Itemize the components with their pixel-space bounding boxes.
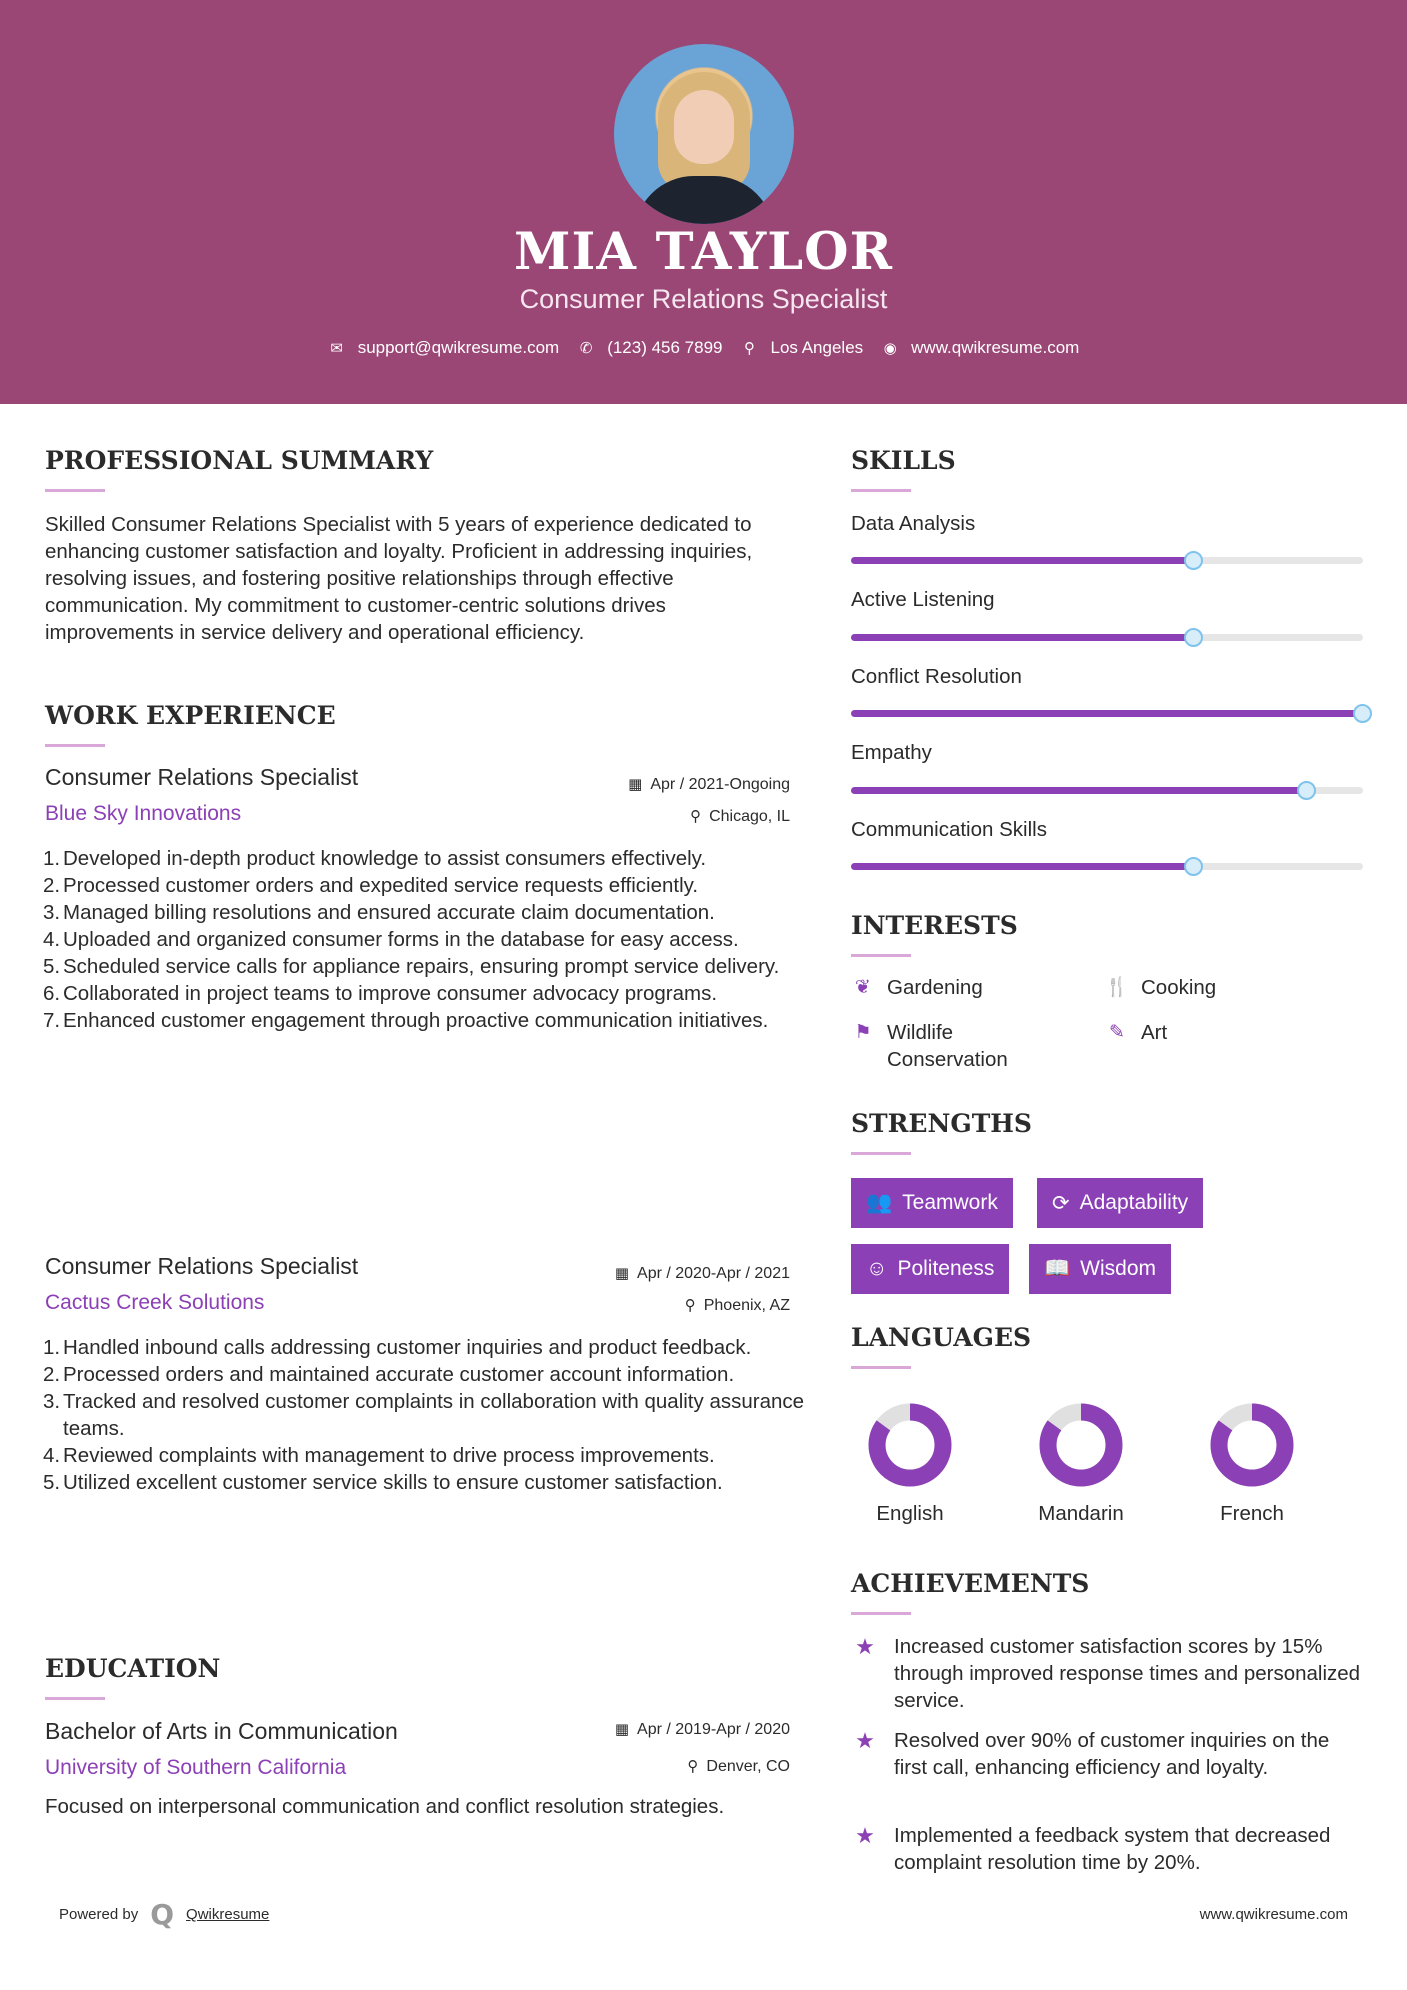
skill-bar: [851, 787, 1363, 794]
utensils-icon: 🍴: [1105, 977, 1129, 998]
refresh-icon: ⟳: [1052, 1191, 1070, 1215]
skill-bar-knob[interactable]: [1353, 704, 1372, 723]
skill-bar-knob[interactable]: [1184, 857, 1203, 876]
job-2-dates: [540, 1264, 790, 1283]
strengths-underline: [851, 1152, 911, 1155]
language-donut: [1207, 1400, 1297, 1490]
list-item: 7. Enhanced customer engagement through proactive communication initiatives.: [43, 1009, 769, 1032]
skills-heading: SKILLS: [851, 446, 956, 475]
map-pin-icon: ⚲: [744, 340, 756, 357]
interest-label: Art: [1141, 1021, 1168, 1044]
star-icon: ★: [855, 1728, 875, 1753]
list-item: 5. Scheduled service calls for appliance repairs, ensuring prompt service delivery.: [43, 955, 780, 978]
photo-body: [634, 176, 774, 224]
profile-photo: [614, 44, 794, 224]
contact-location-text: Los Angeles: [770, 338, 864, 357]
list-item: 3. Managed billing resolutions and ensured accurate claim documentation.: [43, 901, 715, 924]
summary-underline: [45, 489, 105, 492]
star-icon: ★: [855, 1634, 875, 1659]
list-item: 1. Handled inbound calls addressing customer inquiries and product feedback.: [43, 1336, 752, 1359]
phone-icon: ✆: [579, 340, 593, 357]
contact-website[interactable]: [881, 338, 1079, 358]
interests-underline: [851, 954, 911, 957]
education-school: University of Southern California: [45, 1756, 347, 1779]
job-1-dates: [540, 775, 790, 794]
contact-email[interactable]: [328, 338, 560, 358]
header-banner: [0, 0, 1407, 404]
job-2-company: Cactus Creek Solutions: [45, 1291, 265, 1314]
contact-email-text: support@qwikresume.com: [357, 338, 560, 357]
skill-label: Empathy: [851, 741, 932, 764]
skill-bar-knob[interactable]: [1297, 781, 1316, 800]
job-1-responsibilities: [45, 845, 805, 1034]
interest-label: Cooking: [1141, 976, 1217, 999]
skill-bar-knob[interactable]: [1184, 551, 1203, 570]
contact-phone[interactable]: [577, 338, 722, 358]
education-dates-text: Apr / 2019-Apr / 2020: [637, 1721, 790, 1738]
skill-bar-fill: [851, 863, 1194, 870]
language-name: Mandarin: [1038, 1502, 1124, 1525]
calendar-icon: ▦: [614, 1721, 630, 1738]
skill-bar-fill: [851, 557, 1194, 564]
strengths-heading: STRENGTHS: [851, 1109, 1032, 1138]
skill-bar: [851, 863, 1363, 870]
language-english: [835, 1400, 985, 1526]
achievement-item: [848, 1822, 1368, 1876]
job-2-location-text: Phoenix, AZ: [703, 1297, 790, 1314]
skill-label: Communication Skills: [851, 818, 1047, 841]
contact-location: [741, 338, 864, 358]
strength-label: Wisdom: [1080, 1257, 1156, 1280]
education-underline: [45, 1697, 105, 1700]
achievement-item: [848, 1727, 1368, 1781]
languages-underline: [851, 1366, 911, 1369]
footer-website[interactable]: www.qwikresume.com: [1199, 1906, 1348, 1923]
binoculars-icon: ⚑: [854, 1022, 872, 1043]
job-1-location: [540, 807, 790, 826]
skills-underline: [851, 489, 911, 492]
strength-wisdom: [1029, 1244, 1171, 1294]
candidate-name: MIA TAYLOR: [514, 222, 893, 282]
book-icon: 📖: [1044, 1257, 1071, 1280]
star-icon: ★: [855, 1823, 875, 1848]
job-2-location: [540, 1296, 790, 1315]
achievement-text: Increased customer satisfaction scores by 15% through improved response times and personalized service.: [894, 1635, 1361, 1712]
globe-icon: ◉: [883, 340, 897, 357]
list-item: 1. Developed in-depth product knowledge to assist consumers effectively.: [43, 847, 707, 870]
language-name: French: [1220, 1502, 1284, 1525]
strength-label: Politeness: [897, 1257, 995, 1280]
brand-link[interactable]: Qwikresume: [186, 1906, 270, 1923]
skill-bar: [851, 634, 1363, 641]
pushpin-icon: ⚲: [687, 1758, 699, 1775]
skill-bar-knob[interactable]: [1184, 628, 1203, 647]
paintbrush-icon: ✎: [1109, 1022, 1125, 1043]
contact-website-text: www.qwikresume.com: [911, 338, 1080, 357]
experience-heading: WORK EXPERIENCE: [45, 701, 336, 730]
languages-heading: LANGUAGES: [851, 1323, 1032, 1352]
strength-teamwork: [851, 1178, 1013, 1228]
skill-bar: [851, 710, 1363, 717]
list-item: 6. Collaborated in project teams to improve consumer advocacy programs.: [43, 982, 718, 1005]
achievement-item: [848, 1633, 1368, 1714]
qwikresume-logo-icon: Q: [150, 1898, 175, 1931]
interest-cooking: [1105, 974, 1325, 1001]
education-location: [540, 1757, 790, 1776]
language-name: English: [876, 1502, 944, 1525]
achievements-underline: [851, 1612, 911, 1615]
footer-powered-by: [59, 1898, 269, 1931]
strength-adaptability: [1037, 1178, 1203, 1228]
strength-politeness: [851, 1244, 1009, 1294]
skill-bar-fill: [851, 787, 1307, 794]
skill-label: Active Listening: [851, 588, 995, 611]
interest-gardening: [851, 974, 1071, 1001]
interest-art: [1105, 1019, 1325, 1046]
language-donut: [1036, 1400, 1126, 1490]
list-item: 4. Reviewed complaints with management to drive process improvements.: [43, 1444, 715, 1467]
job-1-dates-text: Apr / 2021-Ongoing: [650, 776, 790, 793]
job-2-title: Consumer Relations Specialist: [45, 1253, 359, 1279]
job-1-company: Blue Sky Innovations: [45, 802, 242, 825]
summary-text: Skilled Consumer Relations Specialist with 5 years of experience dedicated to enhancing customer satisfaction and loyalty. Proficient in addressing inquiries, resolving issues, and fostering positive relationships through effective communication. My commitment to customer-centric solutions drives improvements in service delivery and operational efficiency.: [45, 513, 753, 644]
language-french: [1177, 1400, 1327, 1526]
job-1-title: Consumer Relations Specialist: [45, 764, 359, 790]
education-degree: Bachelor of Arts in Communication: [45, 1718, 398, 1744]
achievement-text: Implemented a feedback system that decreased complaint resolution time by 20%.: [894, 1824, 1331, 1874]
education-heading: EDUCATION: [45, 1654, 221, 1683]
photo-face: [674, 90, 734, 164]
education-dates: [540, 1720, 790, 1739]
leaf-icon: ❦: [855, 977, 871, 998]
powered-by-label: Powered by: [59, 1906, 139, 1923]
list-item: 4. Uploaded and organized consumer forms in the database for easy access.: [43, 928, 739, 951]
summary-heading: PROFESSIONAL SUMMARY: [45, 446, 434, 475]
contact-row: [0, 338, 1407, 358]
job-1-location-text: Chicago, IL: [709, 808, 790, 825]
interest-label: Gardening: [887, 976, 983, 999]
job-2-responsibilities: [45, 1334, 805, 1496]
job-2-dates-text: Apr / 2020-Apr / 2021: [637, 1265, 790, 1282]
candidate-title: Consumer Relations Specialist: [519, 284, 888, 314]
list-item: 2. Processed orders and maintained accurate customer account information.: [43, 1363, 735, 1386]
skill-label: Data Analysis: [851, 512, 976, 535]
achievements-heading: ACHIEVEMENTS: [851, 1569, 1090, 1598]
interest-label: Wildlife Conservation: [887, 1021, 1008, 1071]
achievement-text: Resolved over 90% of customer inquiries on the first call, enhancing efficiency and loyalty.: [894, 1729, 1330, 1779]
strength-label: Teamwork: [902, 1191, 998, 1214]
list-item: 3. Tracked and resolved customer complaints in collaboration with quality assurance teams.: [43, 1390, 805, 1440]
strength-label: Adaptability: [1079, 1191, 1189, 1214]
education-description: Focused on interpersonal communication and conflict resolution strategies.: [45, 1795, 725, 1818]
envelope-icon: ✉: [330, 340, 343, 357]
language-mandarin: [1006, 1400, 1156, 1526]
users-icon: 👥: [866, 1191, 893, 1214]
contact-phone-text: (123) 456 7899: [607, 338, 723, 357]
smile-icon: ☺: [866, 1257, 888, 1280]
list-item: 5. Utilized excellent customer service skills to ensure customer satisfaction.: [43, 1471, 723, 1494]
education-location-text: Denver, CO: [706, 1758, 790, 1775]
skill-bar: [851, 557, 1363, 564]
skill-label: Conflict Resolution: [851, 665, 1022, 688]
pushpin-icon: ⚲: [690, 808, 702, 825]
calendar-icon: ▦: [614, 1265, 630, 1282]
interest-wildlife: [851, 1019, 1051, 1073]
pushpin-icon: ⚲: [684, 1297, 696, 1314]
calendar-icon: ▦: [628, 776, 643, 793]
skill-bar-fill: [851, 634, 1194, 641]
experience-underline: [45, 744, 105, 747]
interests-heading: INTERESTS: [851, 911, 1018, 940]
list-item: 2. Processed customer orders and expedited service requests efficiently.: [43, 874, 699, 897]
language-donut: [865, 1400, 955, 1490]
skill-bar-fill: [851, 710, 1363, 717]
